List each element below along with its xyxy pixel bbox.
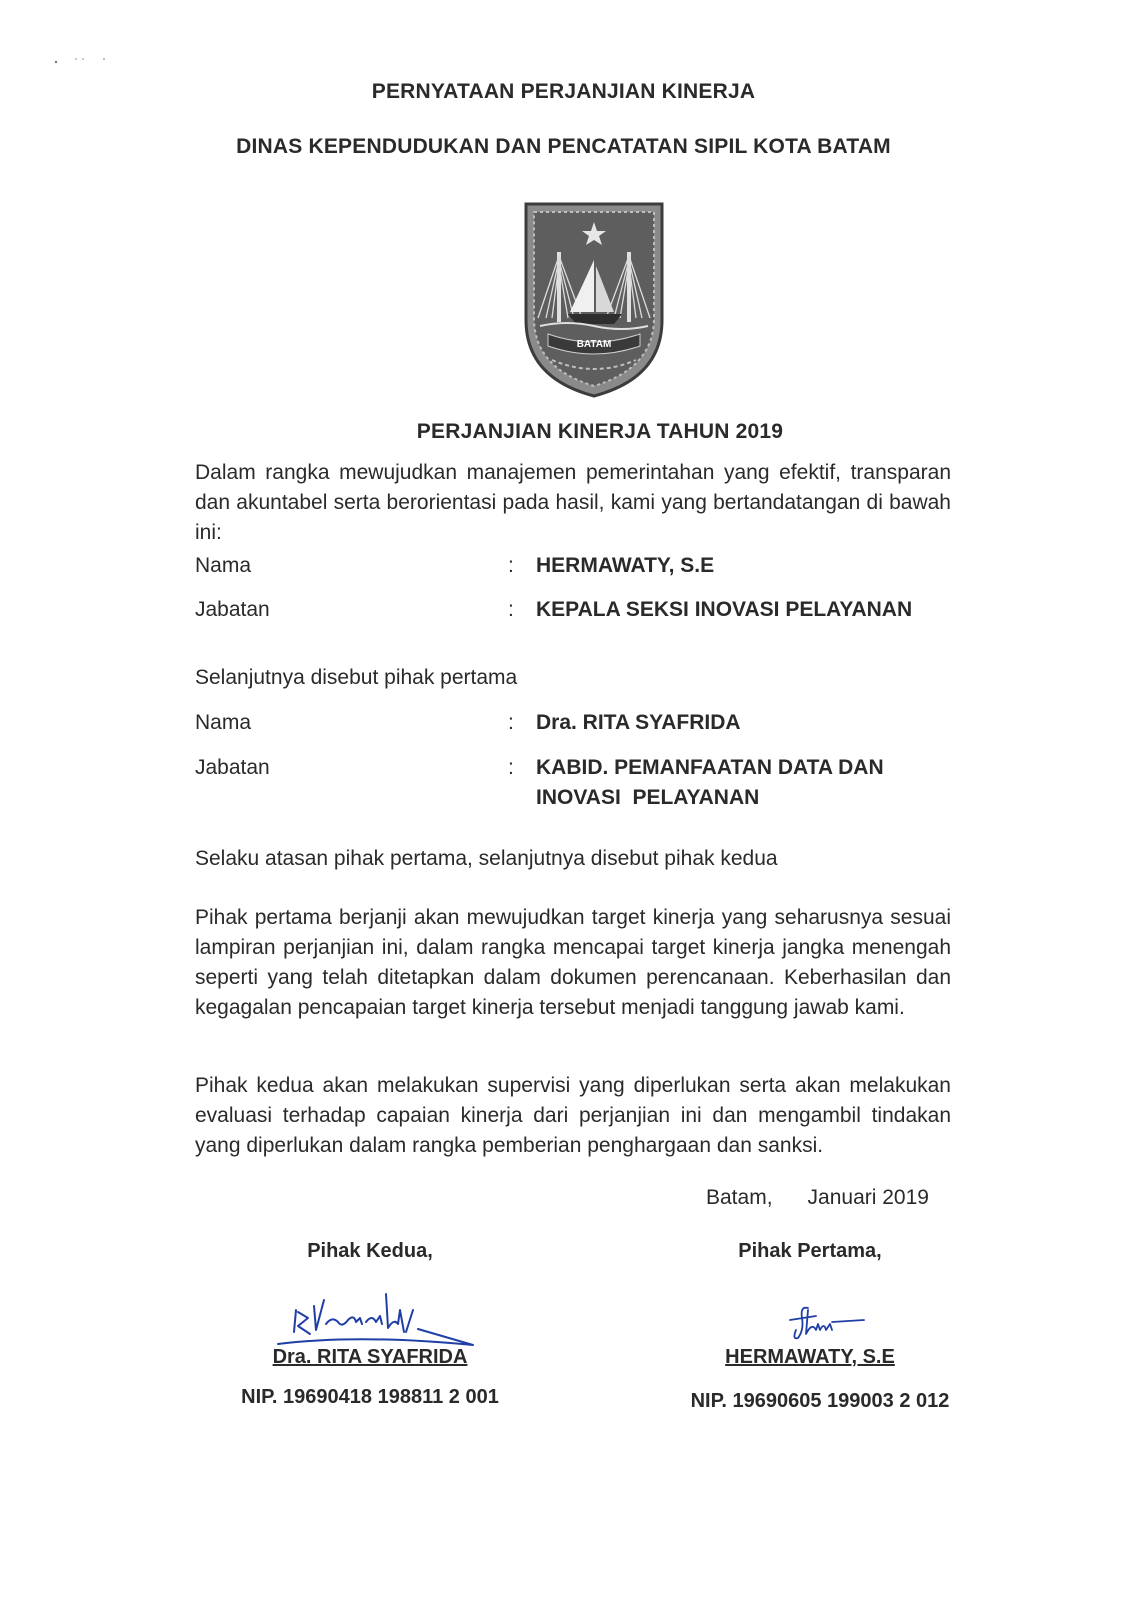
- batam-crest-emblem: [522, 200, 666, 400]
- second-party-nip: NIP. 19690418 198811 2 001: [241, 1386, 499, 1408]
- scan-speck-mark: [52, 55, 112, 67]
- agreement-year-heading: PERJANJIAN KINERJA TAHUN 2019: [416, 420, 784, 443]
- supervision-paragraph: Pihak kedua akan melakukan supervisi yang diperlukan serta akan melakukan evaluasi terhadap capaian kinerja dari perjanjian ini dan mengambil tindakan yang diperlukan dalam rangka pemberian penghargaan dan sanksi.: [195, 1074, 951, 1157]
- second-party-name-colon: :: [508, 711, 514, 734]
- place-date-line: Batam, Januari 2019: [706, 1186, 929, 1209]
- second-party-position-value-line1: KABID. PEMANFAATAN DATA DAN: [536, 756, 884, 779]
- second-party-position-value-line2: INOVASI PELAYANAN: [536, 786, 760, 809]
- institution-name: DINAS KEPENDUDUKAN DAN PENCATATAN SIPIL KOTA BATAM: [236, 135, 891, 158]
- first-party-name-label: Nama: [195, 554, 252, 577]
- crest-banner-text: BATAM: [576, 339, 612, 350]
- first-party-nip: NIP. 19690605 199003 2 012: [690, 1390, 950, 1412]
- first-party-position-colon: :: [508, 598, 514, 621]
- first-party-handwritten-signature: [782, 1300, 902, 1350]
- document-title: PERNYATAAN PERJANJIAN KINERJA: [371, 80, 756, 103]
- second-party-name-label: Nama: [195, 711, 252, 734]
- second-party-signatory-name: Dra. RITA SYAFRIDA: [272, 1346, 468, 1368]
- intro-paragraph: Dalam rangka mewujudkan manajemen pemerintahan yang efektif, transparan dan akuntabel serta berorientasi pada hasil, kami yang bertandatangan di bawah ini:: [195, 461, 951, 544]
- first-party-name-colon: :: [508, 554, 514, 577]
- first-party-name-value: HERMAWATY, S.E: [536, 554, 715, 577]
- second-party-position-label: Jabatan: [195, 756, 270, 779]
- first-party-caption: Selanjutnya disebut pihak pertama: [195, 666, 518, 689]
- first-party-position-value: KEPALA SEKSI INOVASI PELAYANAN: [536, 598, 913, 621]
- first-party-position-label: Jabatan: [195, 598, 270, 621]
- commitment-paragraph: Pihak pertama berjanji akan mewujudkan target kinerja yang seharusnya sesuai lampiran perjanjian ini, dalam rangka mencapai target kinerja jangka menengah seperti yang telah ditetapkan dalam dokumen perencanaan. Keberhasilan dan kegagalan pencapaian target kinerja tersebut menjadi tanggung jawab kami.: [195, 906, 951, 1019]
- first-party-signatory-name: HERMAWATY, S.E: [725, 1346, 895, 1368]
- first-party-signature-title: Pihak Pertama,: [738, 1240, 882, 1262]
- second-party-caption: Selaku atasan pihak pertama, selanjutnya disebut pihak kedua: [195, 847, 778, 870]
- second-party-name-value: Dra. RITA SYAFRIDA: [536, 711, 741, 734]
- second-party-position-colon: :: [508, 756, 514, 779]
- second-party-signature-title: Pihak Kedua,: [307, 1240, 433, 1262]
